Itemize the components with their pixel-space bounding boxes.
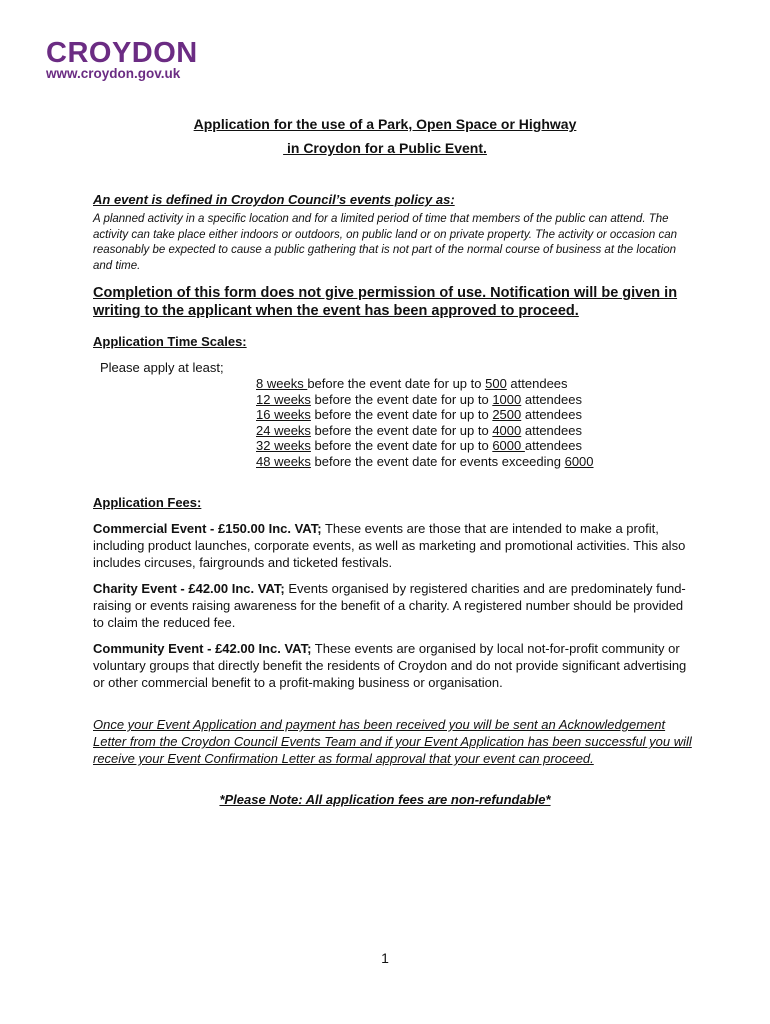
timescale-tail: attendees <box>521 422 582 438</box>
timescale-attendees: 6000 <box>564 453 594 469</box>
permission-warning: Completion of this form does not give permission of use. Notification will be given in writing to the applicant when the event has been approved to proceed. <box>93 285 678 319</box>
timescale-row <box>256 376 594 392</box>
charity-fee-label: Charity Event - £42.00 Inc. VAT; <box>93 581 285 596</box>
timescale-attendees: 4000 <box>492 422 522 438</box>
timescale-weeks: 24 weeks <box>256 422 311 438</box>
timescale-weeks: 8 weeks <box>256 376 308 391</box>
timescale-row <box>256 438 594 454</box>
timescales-heading: Application Time Scales: <box>93 334 247 349</box>
charity-fee-paragraph <box>93 580 688 631</box>
acknowledgement-notice: Once your Event Application and payment has been received you will be sent an Acknowledgement Letter from the Croydon Council Events Team and if your Event Application has been successful you will receive your Event Confirmation Letter as formal approval that your event can proceed. <box>93 717 692 766</box>
fees-heading: Application Fees: <box>93 495 202 510</box>
timescale-weeks: 48 weeks <box>256 453 311 469</box>
timescale-tail: attendees <box>524 438 582 453</box>
timescale-text: before the event date for up to <box>310 407 493 422</box>
timescale-attendees: 2500 <box>492 407 522 422</box>
croydon-logo: CROYDON <box>46 37 198 69</box>
timescale-tail: attendees <box>521 391 582 407</box>
timescale-text: before the event date for up to <box>307 376 486 391</box>
timescale-attendees: 6000 <box>492 438 525 453</box>
timescale-tail: attendees <box>521 407 582 422</box>
community-fee-label: Community Event - £42.00 Inc. VAT; <box>93 641 312 656</box>
document-title-line-1: Application for the use of a Park, Open Space or Highway <box>193 116 577 132</box>
commercial-fee-label: Commercial Event - £150.00 Inc. VAT; <box>93 521 322 536</box>
timescale-row <box>256 423 594 439</box>
non-refundable-note: *Please Note: All application fees are non-refundable* <box>219 792 551 807</box>
timescale-attendees: 1000 <box>492 391 522 407</box>
timescale-tail: attendees <box>506 376 568 391</box>
timescale-row <box>256 454 594 470</box>
timescale-text: before the event date for up to <box>310 391 493 407</box>
commercial-fee-paragraph <box>93 520 688 571</box>
timescale-weeks: 32 weeks <box>256 438 311 453</box>
croydon-logo-url: www.croydon.gov.uk <box>46 66 181 81</box>
timescale-row <box>256 407 594 423</box>
document-title-line-2: in Croydon for a Public Event. <box>283 140 487 156</box>
timescale-text: before the event date for up to <box>310 438 493 453</box>
timescale-weeks: 16 weeks <box>256 407 311 422</box>
timescale-attendees: 500 <box>485 376 507 391</box>
definition-heading: An event is defined in Croydon Council’s events policy as: <box>93 192 455 207</box>
community-fee-text: These events are organised by local not-for-profit community or voluntary groups that directly benefit the residents of Croydon and do not provide significant advertising or other commercial benefit to a profit-making business or organisation. <box>93 641 687 690</box>
timescales-list <box>256 376 594 469</box>
charity-fee-text: Events organised by registered charities and are predominately fund-raising or events raising awareness for the benefit of a charity. A registered number should be provided to claim the reduced fee. <box>93 581 686 630</box>
commercial-fee-text: These events are those that are intended to make a profit, including product launches, corporate events, as well as marketing and promotional activities. This also includes circuses, fairgrounds and ticketed festivals. <box>93 521 686 570</box>
timescale-row <box>256 392 594 408</box>
definition-text: A planned activity in a specific location and for a limited period of time that members of the public can attend. The activity can take place either indoors or outdoors, on public land or on private property. The activity or occasion can reasonably be expected to cause a public gathering that is not part of the normal course of business at the location and time. <box>93 213 678 272</box>
timescale-text: before the event date for up to <box>310 422 493 438</box>
timescale-text: before the event date for events exceeding <box>310 453 565 469</box>
page-number: 1 <box>381 950 389 966</box>
timescale-weeks: 12 weeks <box>256 391 311 407</box>
community-fee-paragraph <box>93 640 688 691</box>
timescales-intro: Please apply at least; <box>100 360 224 375</box>
